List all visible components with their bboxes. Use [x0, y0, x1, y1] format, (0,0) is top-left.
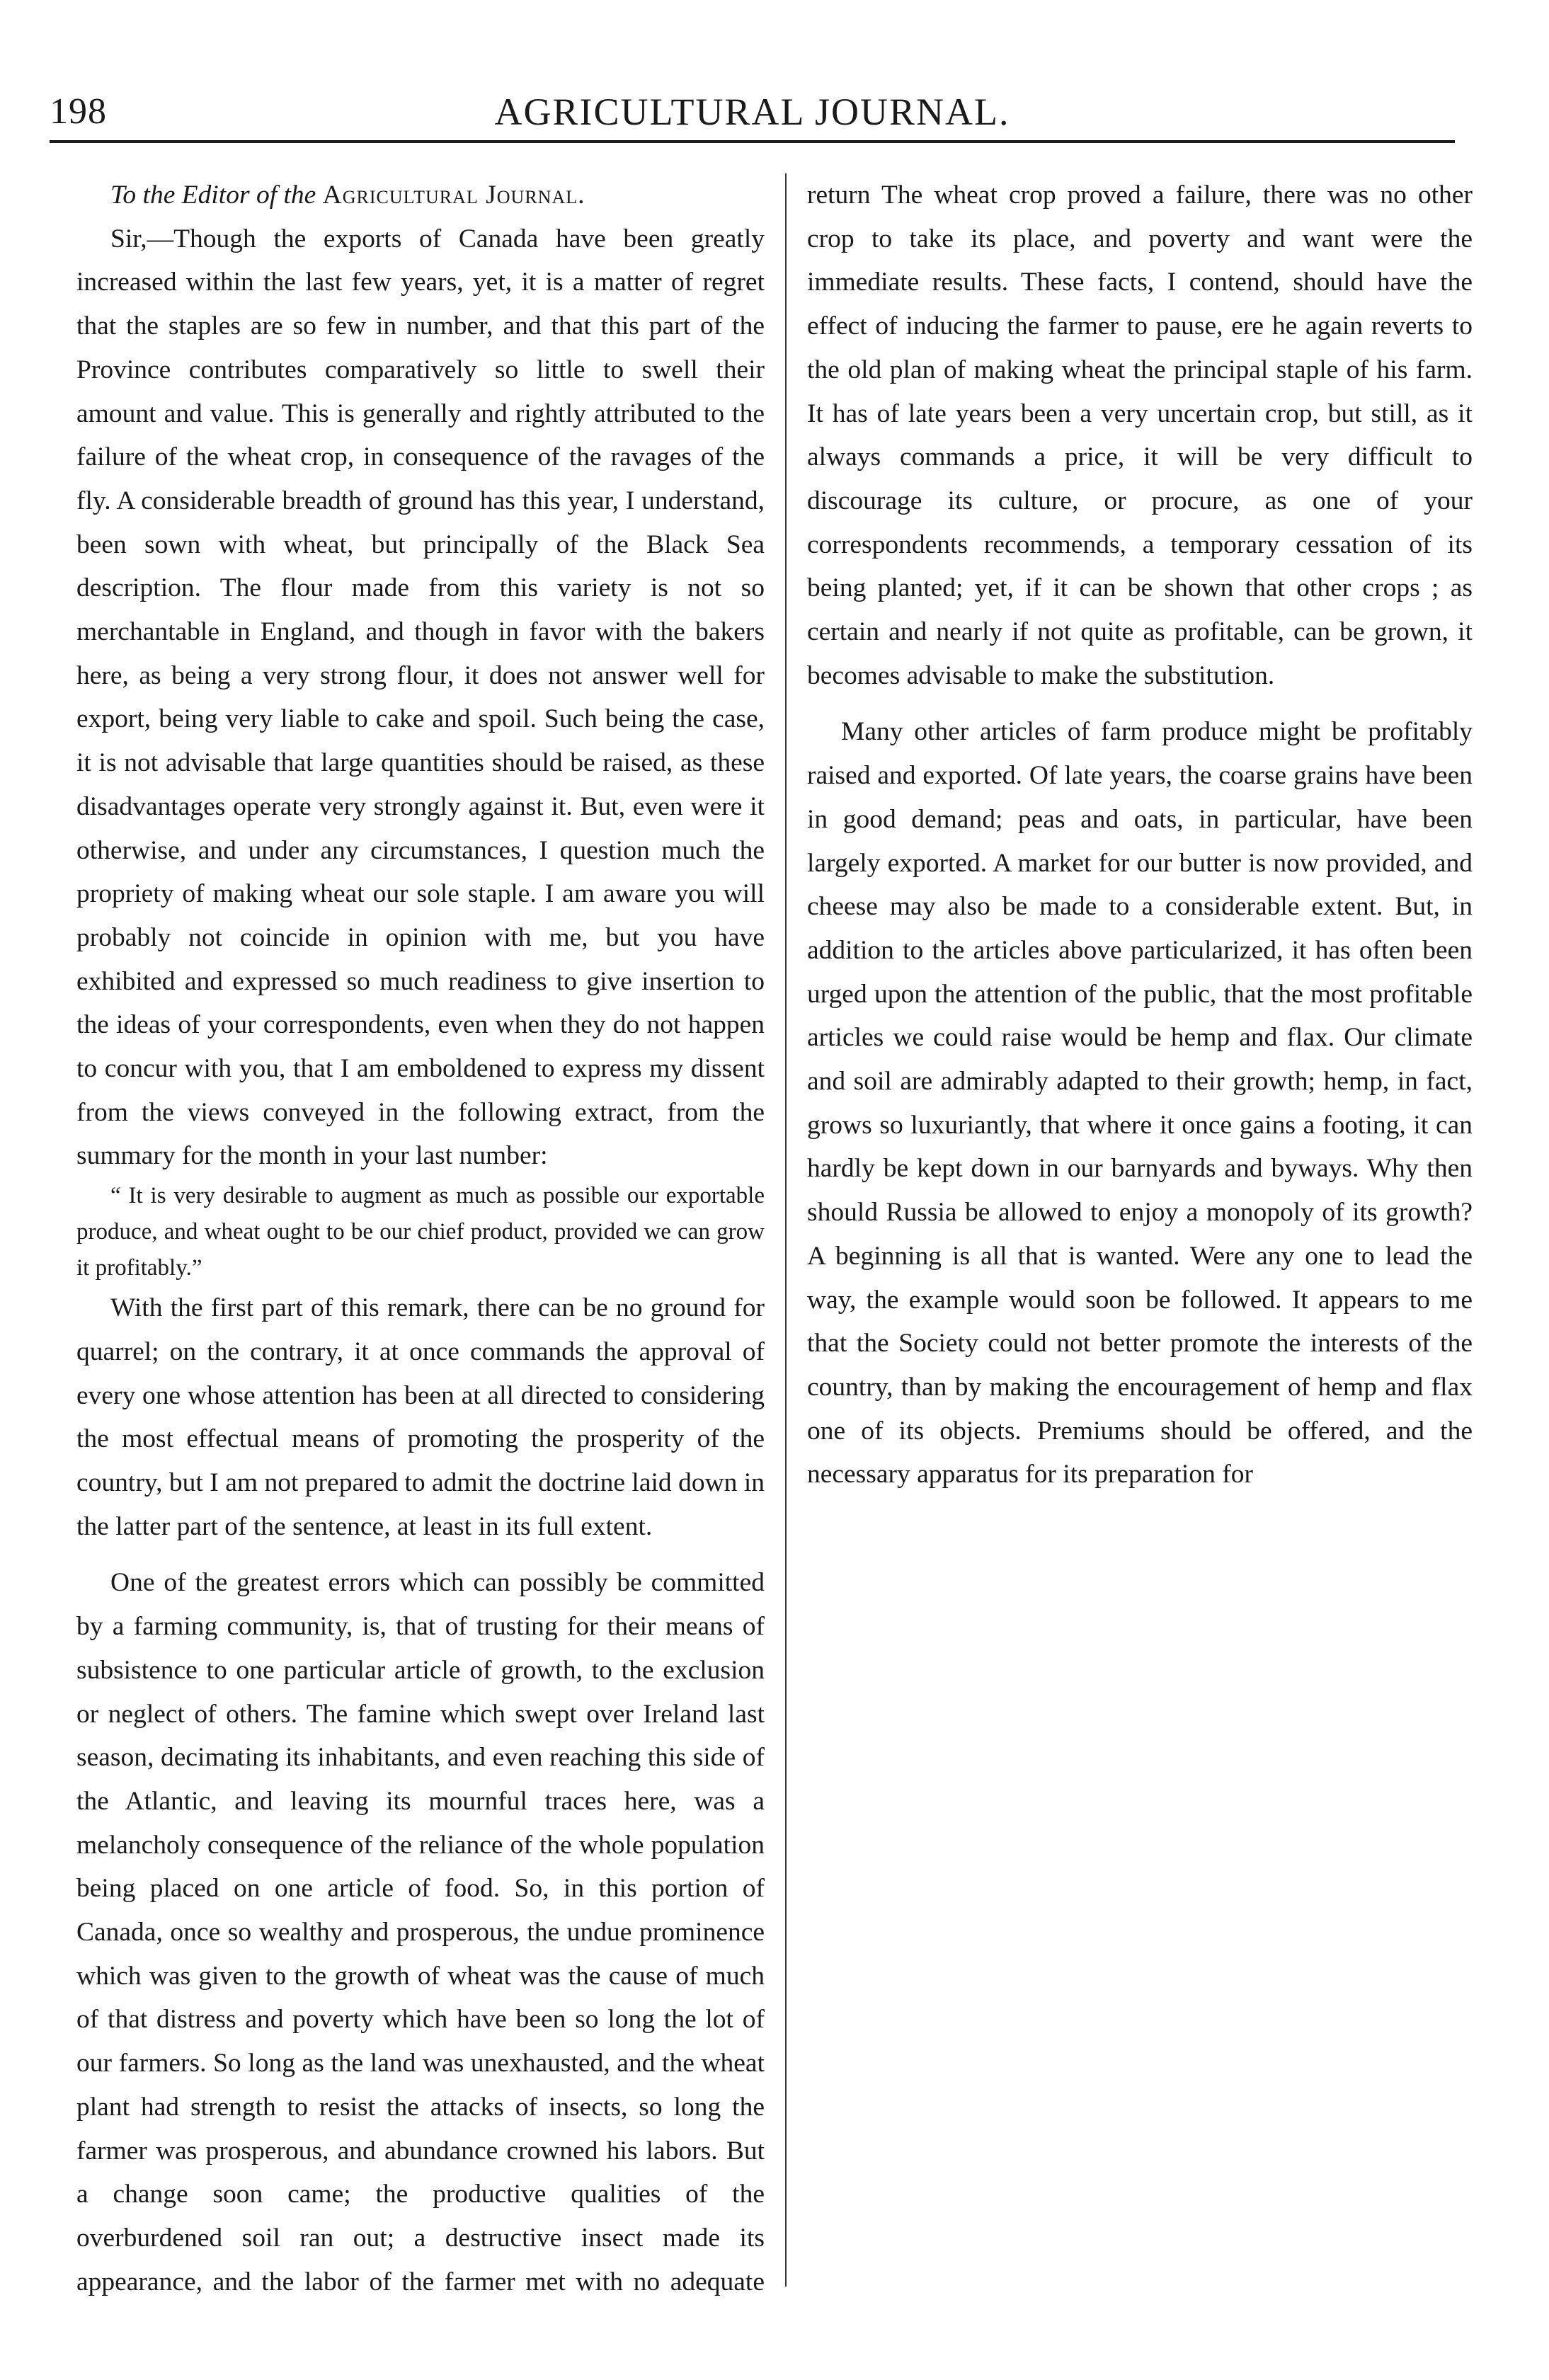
paragraph-2: With the first part of this remark, there can be no ground for quarrel; on the contrary, it at once commands the approval of every one whose attention has been at all directed to considering the most effectual means of promoting the prosperity of the country, but I am not prepared to admit the doctrine laid down in the latter part of the sentence, at least in its full extent.	[76, 1293, 765, 1541]
salutation-journal-name: Agricultural Journal.	[322, 181, 585, 210]
left-column	[76, 173, 765, 2322]
letter-salutation	[76, 173, 765, 217]
page-number: 198	[50, 91, 107, 132]
running-head	[50, 84, 1455, 143]
right-column	[807, 173, 1473, 2322]
column-divider	[785, 173, 787, 2287]
paragraph-3-continued: return The wheat crop proved a failure, there was no other crop to take its place, and poverty and want were the immediate results. These facts, I contend, should have the effect of inducing the farmer to pause, ere he again reverts to the old plan of making wheat the principal staple of his farm. It has of late years been a very uncertain crop, but still, as it always commands a price, it will be very difficult to discourage its culture, or procure, as one of your correspondents recommends, a temporary cessation of its being planted; yet, if it can be shown that other crops ; as certain and nearly if not quite as profitable, can be grown, it becomes advisable to make the substitution.	[807, 181, 1473, 690]
paragraph-3: One of the greatest errors which can possibly be committed by a farming community, is, that of trusting for their means of subsistence to one particular article of growth, to the exclusion or neglect of others. The famine which swept over Ireland last season, decimating its inhabitants, and even reaching this side of the Atlantic, and leaving its mournful traces here, was a melancholy consequence of the reliance of the whole population being placed on one article of food. So, in this portion of Canada, once so wealthy and prosperous, the undue prominence which was given to the growth of wheat was the cause of much of that distress and poverty which have been so long the lot of our farmers. So long as the land was unexhausted, and the wheat plant had strength to resist the attacks of insects, so long the farmer was prosperous, and abundance crowned his labors. But a change soon came; the productive qualities of the overburdened soil ran out; a destructive insect made its appearance, and the labor of the farmer met with no adequate	[76, 1568, 765, 2296]
journal-title: AGRICULTURAL JOURNAL.	[494, 91, 1010, 133]
paragraph-1: Sir,—Though the exports of Canada have been greatly increased within the last few years, yet, it is a matter of regret that the staples are so few in number, and that this part of the Province contributes comparatively so little to swell their amount and value. This is generally and rightly attributed to the failure of the wheat crop, in consequence of the ravages of the fly. A considerable breadth of ground has this year, I understand, been sown with wheat, but principally of the Black Sea description. The flour made from this variety is not so merchantable in England, and though in favor with the bakers here, as being a very strong flour, it does not answer well for export, being very liable to cake and spoil. Such being the case, it is not advisable that large quantities should be raised, as these disadvantages operate very strongly against it. But, even were it otherwise, and under any circumstances, I question much the propriety of making wheat our sole staple. I am aware you will probably not coincide in opinion with me, but you have exhibited and expressed so much readiness to give insertion to the ideas of your correspondents, even when they do not happen to concur with you, that I am emboldened to express my dissent from the views conveyed in the following extract, from the summary for the month in your last number:	[76, 224, 765, 1171]
quoted-extract: “ It is very desirable to augment as much as possible our exportable produce, and wheat ought to be our chief product, provided we can grow it profitably.”	[76, 1183, 765, 1281]
paragraph-4: Many other articles of farm produce might be profitably raised and exported. Of late years, the coarse grains have been in good demand; peas and oats, in particular, have been largely exported. A market for our butter is now provided, and cheese may also be made to a considerable extent. But, in addition to the articles above particularized, it has often been urged upon the attention of the public, that the most profitable articles we could raise would be hemp and flax. Our climate and soil are admirably adapted to their growth; hemp, in fact, grows so luxuriantly, that where it once gains a footing, it can hardly be kept down in our barnyards and byways. Why then should Russia be allowed to enjoy a monopoly of its growth? A beginning is all that is wanted. Were any one to lead the way, the example would soon be followed. It appears to me that the Society could not better promote the interests of the country, than by making the encouragement of hemp and flax one of its objects. Premiums should be offered, and the necessary apparatus for its preparation for	[807, 717, 1473, 1489]
salutation-prefix: To the Editor of the	[110, 181, 323, 210]
